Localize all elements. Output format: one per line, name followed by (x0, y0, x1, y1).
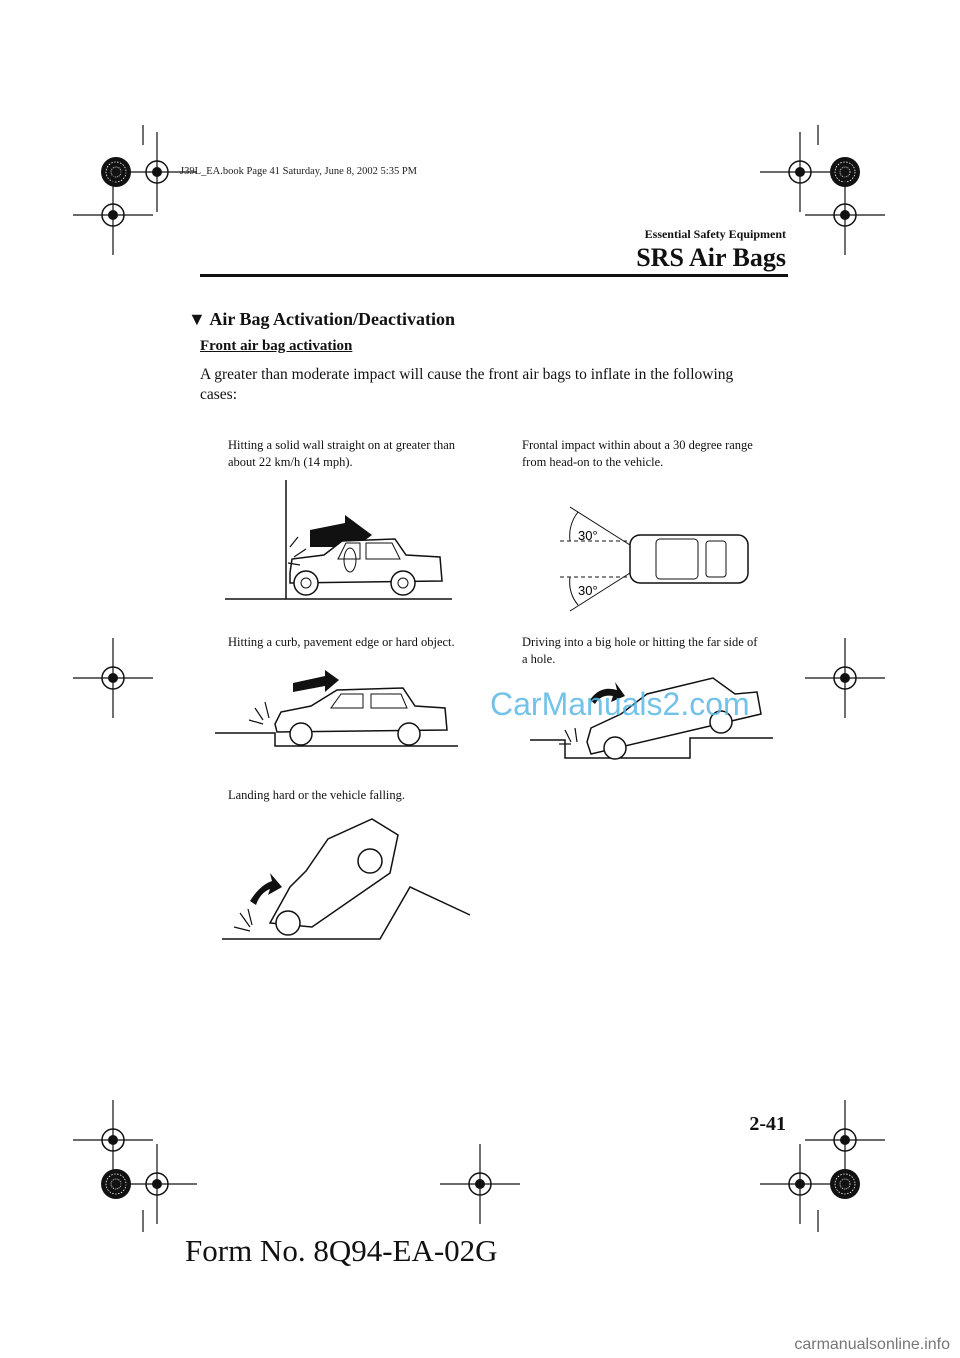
triangle-marker-icon: ▼ (188, 309, 206, 329)
case-caption: Hitting a curb, pavement edge or hard object. (228, 635, 455, 649)
case-caption: Frontal impact within about a 30 degree range from head-on to the vehicle. (522, 438, 753, 469)
header-rule (200, 274, 788, 277)
section-heading-text: Air Bag Activation/Deactivation (209, 309, 455, 329)
frontal-impact-angle-illustration (520, 495, 760, 605)
watermark-text: CarManuals2.com (490, 686, 750, 722)
case-caption: Landing hard or the vehicle falling. (228, 788, 406, 802)
site-footer-text: carmanualsonline.info (794, 1336, 950, 1353)
page-number: 2-41 (749, 1113, 786, 1135)
form-number: Form No. 8Q94-EA-02G (185, 1233, 498, 1268)
page-title: SRS Air Bags (636, 243, 786, 272)
angle-label-top: 30° (578, 528, 598, 543)
car-hitting-wall-illustration (220, 475, 460, 605)
car-hitting-curb-illustration (215, 668, 460, 753)
subheading: Front air bag activation (200, 338, 353, 354)
case-caption: Driving into a big hole or hitting the far side of a hole. (522, 635, 758, 666)
car-landing-hard-illustration (220, 815, 475, 945)
section-heading (188, 309, 455, 330)
section-title: Essential Safety Equipment (644, 227, 786, 241)
book-file-info: J39L_EA.book Page 41 Saturday, June 8, 2002 5:35 PM (180, 166, 418, 177)
angle-label-bottom: 30° (578, 583, 598, 598)
case-caption: Hitting a solid wall straight on at greater than about 22 km/h (14 mph). (228, 438, 456, 469)
intro-paragraph: A greater than moderate impact will cause the front air bags to inflate in the following cases: (200, 366, 734, 403)
